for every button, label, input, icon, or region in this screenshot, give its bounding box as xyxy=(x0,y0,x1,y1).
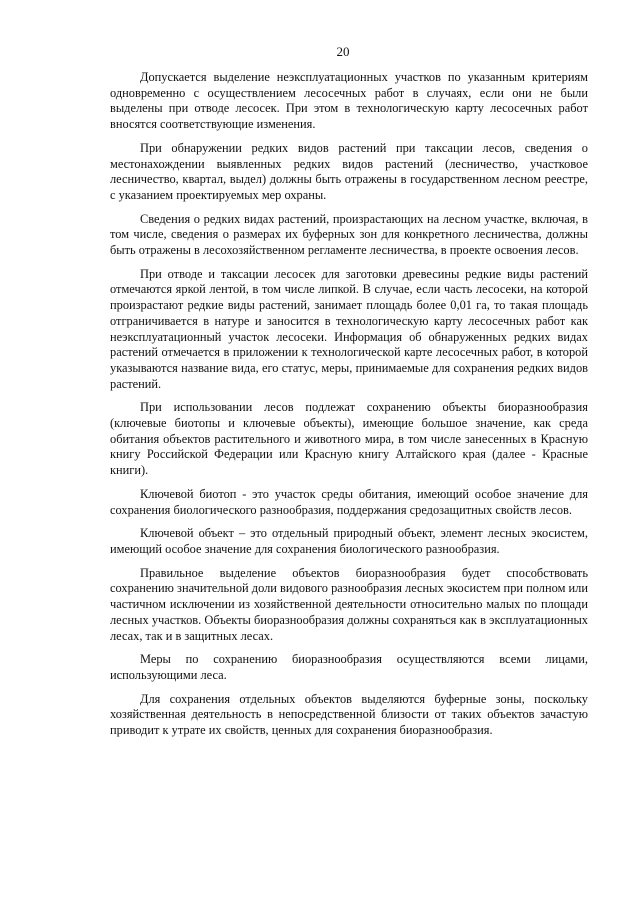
page-number: 20 xyxy=(336,44,350,59)
paragraph: Ключевой биотоп - это участок среды обитания, имеющий особое значение для сохранения биологического разнообразия, поддержания средозащитных свойств лесов. xyxy=(110,486,588,517)
paragraph: Ключевой объект – это отдельный природный объект, элемент лесных экосистем, имеющий особое значение для сохранения биологического разнообразия. xyxy=(110,526,588,556)
paragraph: Правильное выделение объектов биоразнообразия будет способствовать сохранению значительной доли видового разнообразия лесных экосистем при полном или частичном исключении из хозяйственной деятельности относительно малых по площади лесных участков. Объекты биоразнообразия должны сохраняться как в эксплуатационных лесах, так и в защитных лесах. xyxy=(110,565,588,643)
paragraph: При использовании лесов подлежат сохранению объекты биоразнообразия (ключевые биотопы и ключевые объекты), имеющие большое значение, как среда обитания объектов растительного и животного мира, в том числе занесенных в Красную книгу Российской Федерации или Красную книгу Алтайского края (далее - Красные книги). xyxy=(110,400,588,478)
paragraph: При отводе и таксации лесосек для заготовки древесины редкие виды растений отмечаются яркой лентой, в том числе липкой. В случае, если часть лесосеки, на которой произрастают редкие виды растений, занимает площадь более 0,01 га, то такая площадь отграничивается в натуре и заносится в технологическую карту лесосечных работ как неэксплуатационный участок лесосеки. Информация об обнаруженных редких видах растений отмечается в приложении к технологической карте лесосечных работ, в которой указываются название вида, его статус, меры, принимаемые для сохранения редких видов растений. xyxy=(110,266,588,391)
paragraph: Допускается выделение неэксплуатационных участков по указанным критериям одновременно с осуществлением лесосечных работ в случаях, если они не были выделены при отводе лесосек. При этом в технологическую карту лесосечных работ вносятся соответствующие изменения. xyxy=(110,70,588,132)
paragraph: Меры по сохранению биоразнообразия осуществляются всеми лицами, использующими леса. xyxy=(110,652,588,682)
paragraph: При обнаружении редких видов растений при таксации лесов, сведения о местонахождении выявленных редких видов растений (лесничество, участковое лесничество, квартал, выдел) должны быть отражены в государственном лесном реестре, с указанием проектируемых мер охраны. xyxy=(110,140,588,202)
paragraph: Сведения о редких видах растений, произрастающих на лесном участке, включая, в том числе, сведения о размерах их буферных зон для конкретного лесничества, должны быть отражены в лесохозяйственном регламенте лесничества, в проекте освоения лесов. xyxy=(110,211,588,258)
paragraph: Для сохранения отдельных объектов выделяются буферные зоны, поскольку хозяйственная деятельность в непосредственной близости от таких объектов зачастую приводит к утрате их свойств, ценных для сохранения биоразнообразия. xyxy=(110,691,588,738)
